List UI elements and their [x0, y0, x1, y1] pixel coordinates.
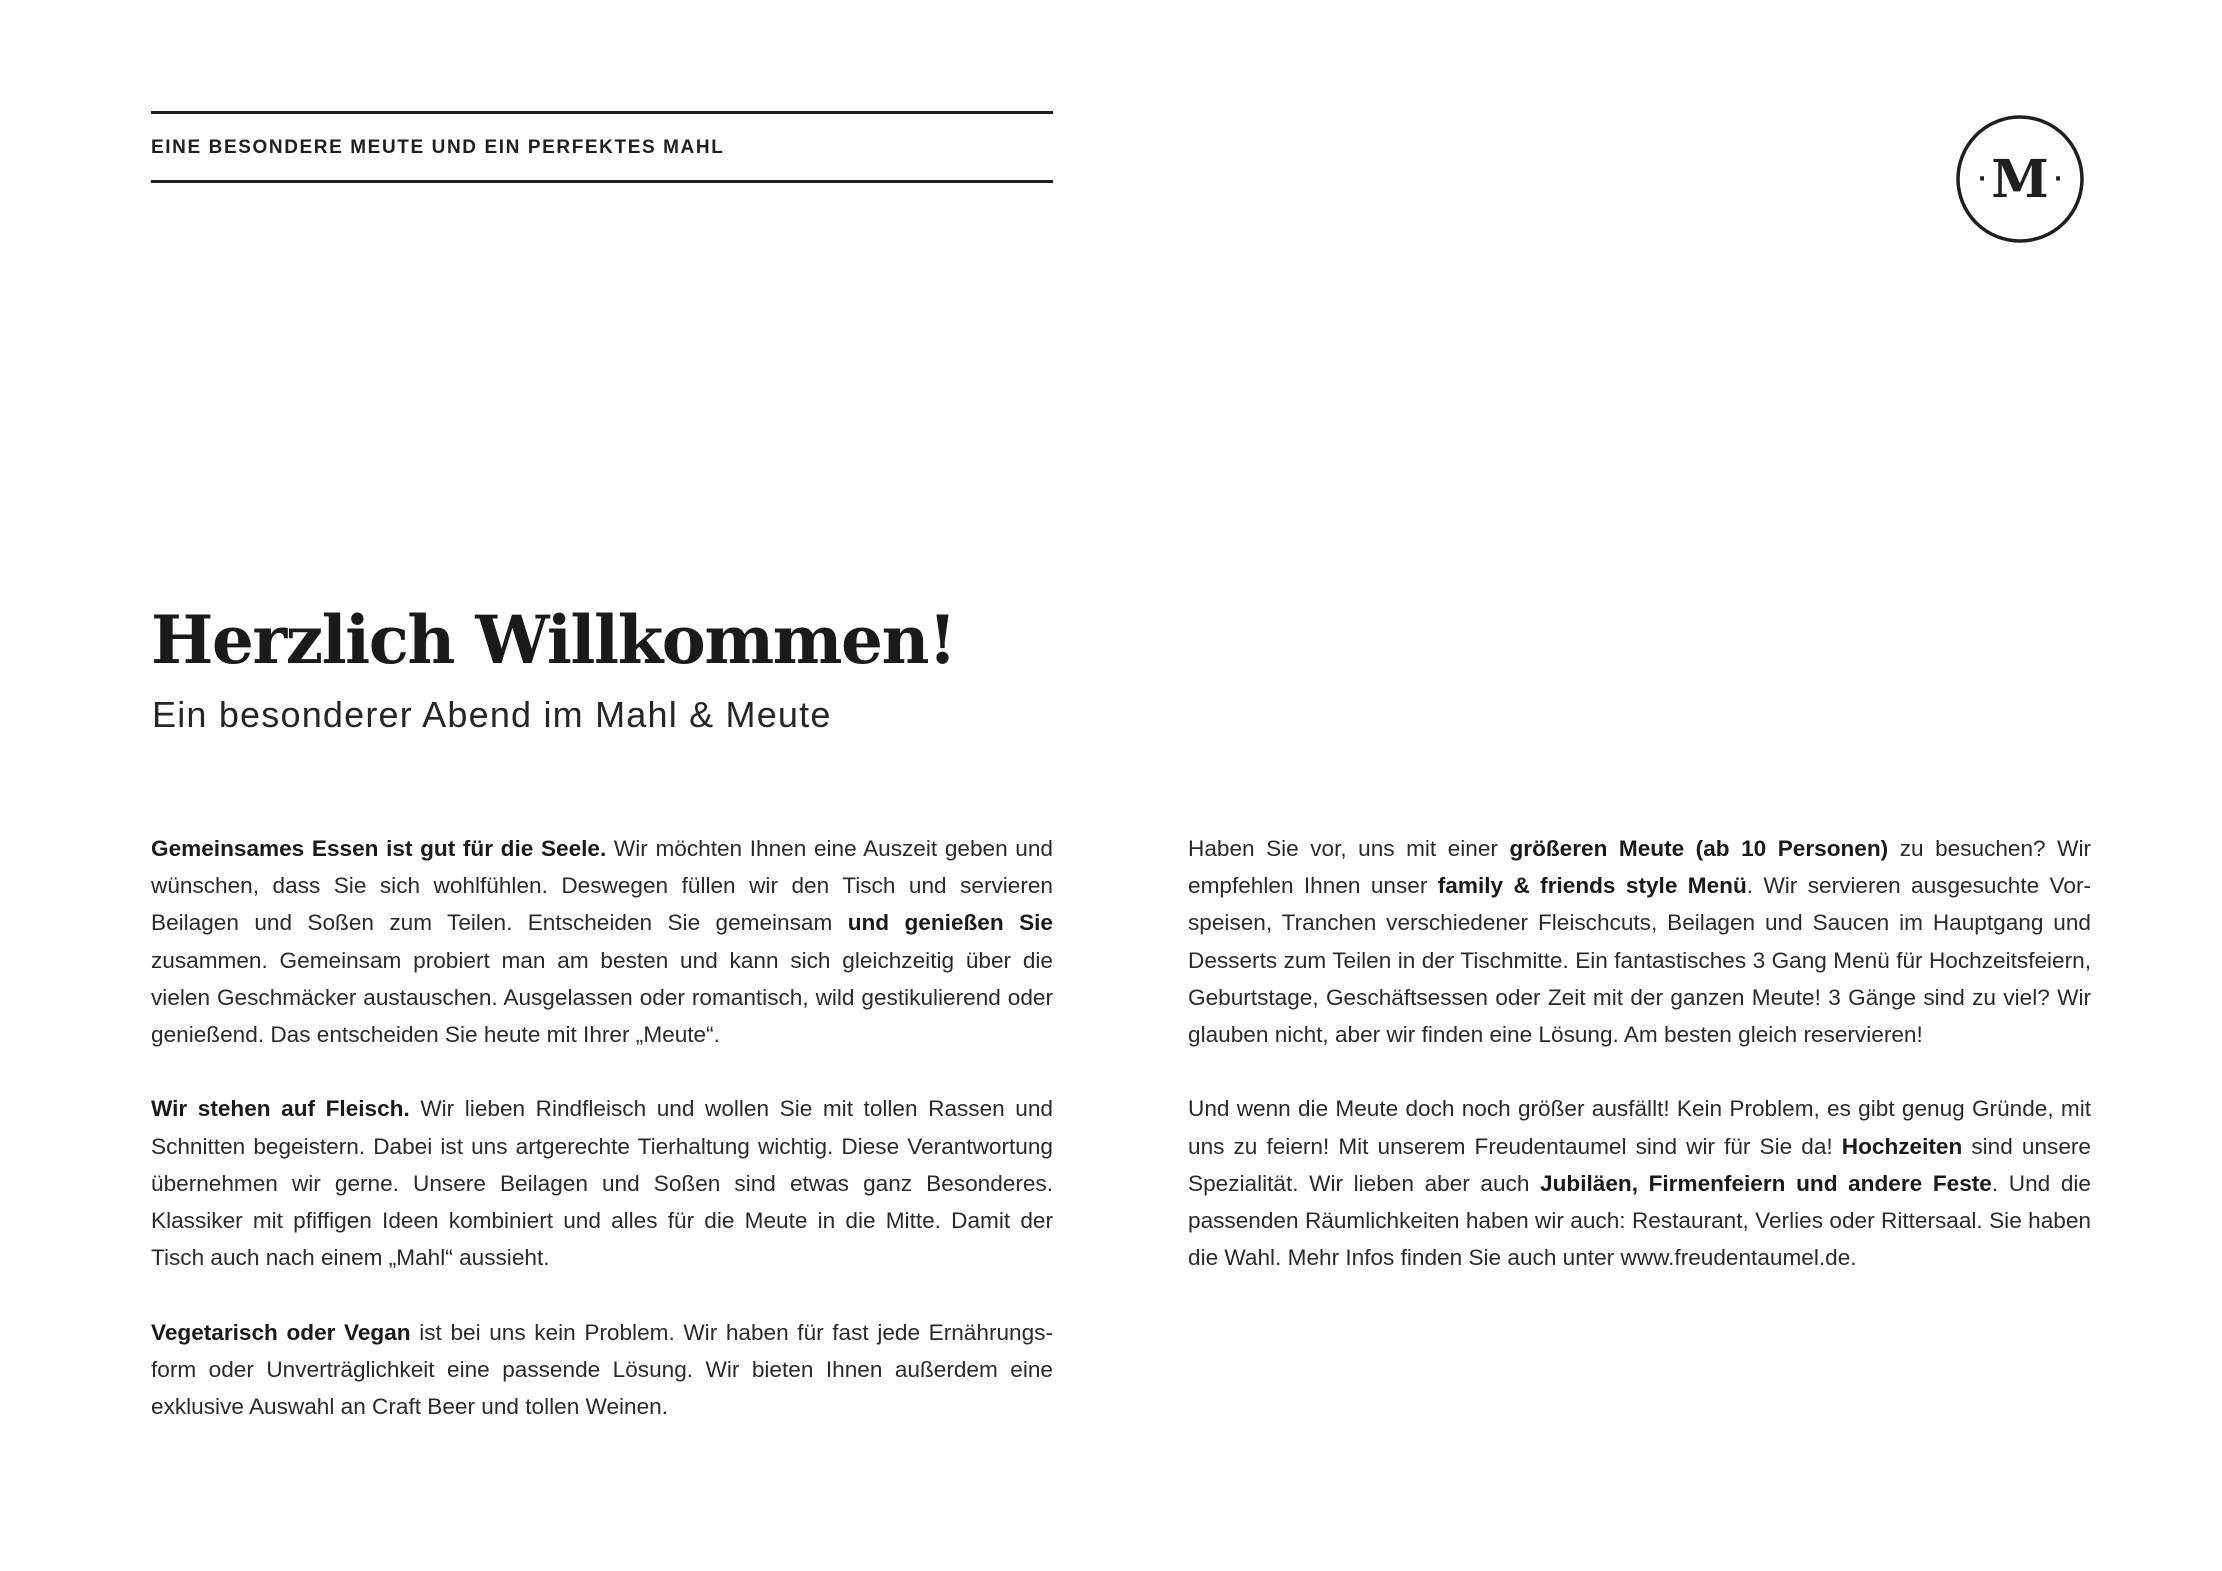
- bold-lead: Vegetarisch oder Vegan: [151, 1319, 411, 1345]
- text-run: . Wir servieren ausgesuchte Vorspeisen, Tranchen verschiedener Fleischcuts, Beilagen und Saucen im Hauptgang und Desserts zum Teilen in der Tischmitte. Ein fantastisches 3 Gang Menü für Hochzeitsfeiern, Geburtstage, Geschäftsessen oder Zeit mit der ganzen Meute! 3 Gänge sind zu viel? Wir glauben nicht, aber wir finden eine Lösung. Am besten gleich reservieren!: [1188, 873, 2092, 1048]
- logo-letter: M: [1991, 149, 2049, 210]
- text-run: zu besuchen? Wir empfehlen Ihnen unser: [1188, 836, 2091, 899]
- paragraph-group-menu: [1188, 830, 2091, 1053]
- text-run: zusammen. Gemeinsam probiert man am besten und kann sich gleichzeitig über die vielen Geschmäcker austauschen. Ausgelassen oder romantisch, wild gestikulierend oder genießend. Das entscheiden Sie heute mit Ihrer „Meute“.: [151, 947, 1053, 1048]
- left-text-column: [151, 830, 1053, 1462]
- bold-emphasis: und genießen Sie: [847, 910, 1053, 936]
- header-rule-bottom: [151, 180, 1053, 183]
- text-run: ist bei uns kein Problem. Wir haben für fast jede Ernährungsform oder Unverträglichkeit eine passende Lösung. Wir bieten Ihnen außerdem eine exklusive Auswahl an Craft Beer und tollen Weinen.: [151, 1319, 1053, 1420]
- paragraph-events: [1188, 1090, 2091, 1276]
- text-run: Haben Sie vor, uns mit einer: [1188, 836, 1510, 861]
- header-tagline: EINE BESONDERE MEUTE UND EIN PERFEKTES MAHL: [151, 137, 725, 158]
- mahl-meute-logo: [1955, 114, 2085, 244]
- text-run: Und wenn die Meute doch noch größer ausfällt! Kein Problem, es gibt genug Gründe, mit uns zu feiern! Mit unserem Freudentaumel sind wir für Sie da!: [1188, 1096, 2091, 1159]
- logo-dot-right: ·: [2053, 167, 2063, 192]
- logo-circle-icon: [1955, 114, 2085, 244]
- bold-lead: Wir stehen auf Fleisch.: [151, 1096, 410, 1122]
- bold-emphasis: Hochzeiten: [1841, 1133, 1963, 1159]
- bold-lead: Gemeinsames Essen ist gut für die Seele.: [151, 836, 607, 861]
- right-text-column: [1188, 830, 2091, 1314]
- paragraph-meat: [151, 1090, 1053, 1276]
- bold-emphasis: family & friends style Menü: [1437, 873, 1747, 899]
- bold-emphasis: Jubiläen, Firmenfeiern und andere Feste: [1540, 1170, 1992, 1196]
- text-run: Wir möchten Ihnen eine Auszeit geben und wünschen, dass Sie sich wohlfühlen. Deswegen füllen wir den Tisch und servieren Beilagen und Soßen zum Teilen. Entscheiden Sie gemeinsam: [151, 836, 1053, 936]
- text-run: . Und die passenden Räumlichkeiten haben wir auch: Restaurant, Verlies oder Rittersaal. Sie haben die Wahl. Mehr Infos finden Sie auch unter www.freudentaumel.de.: [1188, 1170, 2091, 1271]
- logo-dot-left: ·: [1977, 167, 1987, 192]
- page-subtitle: Ein besonderer Abend im Mahl & Meute: [152, 694, 832, 735]
- paragraph-vegetarian: [151, 1314, 1053, 1426]
- text-run: sind unsere Spezialität. Wir lieben aber auch: [1188, 1133, 2091, 1196]
- page-title: Herzlich Willkommen!: [151, 601, 956, 679]
- paragraph-shared-dining: [151, 830, 1053, 1053]
- header-rule-top: [151, 111, 1053, 114]
- text-run: Wir lieben Rindfleisch und wollen Sie mit tollen Rassen und Schnitten begeistern. Dabei ist uns artgerechte Tierhaltung wichtig. Diese Verantwortung übernehmen wir gerne. Unsere Beilagen und Soßen sind etwas ganz Besonderes. Klassiker mit pfiffigen Ideen kombiniert und alles für die Meute in die Mitte. Damit der Tisch auch nach einem „Mahl“ aussieht.: [151, 1096, 1054, 1271]
- bold-emphasis: größeren Meute (ab 10 Personen): [1509, 836, 1889, 861]
